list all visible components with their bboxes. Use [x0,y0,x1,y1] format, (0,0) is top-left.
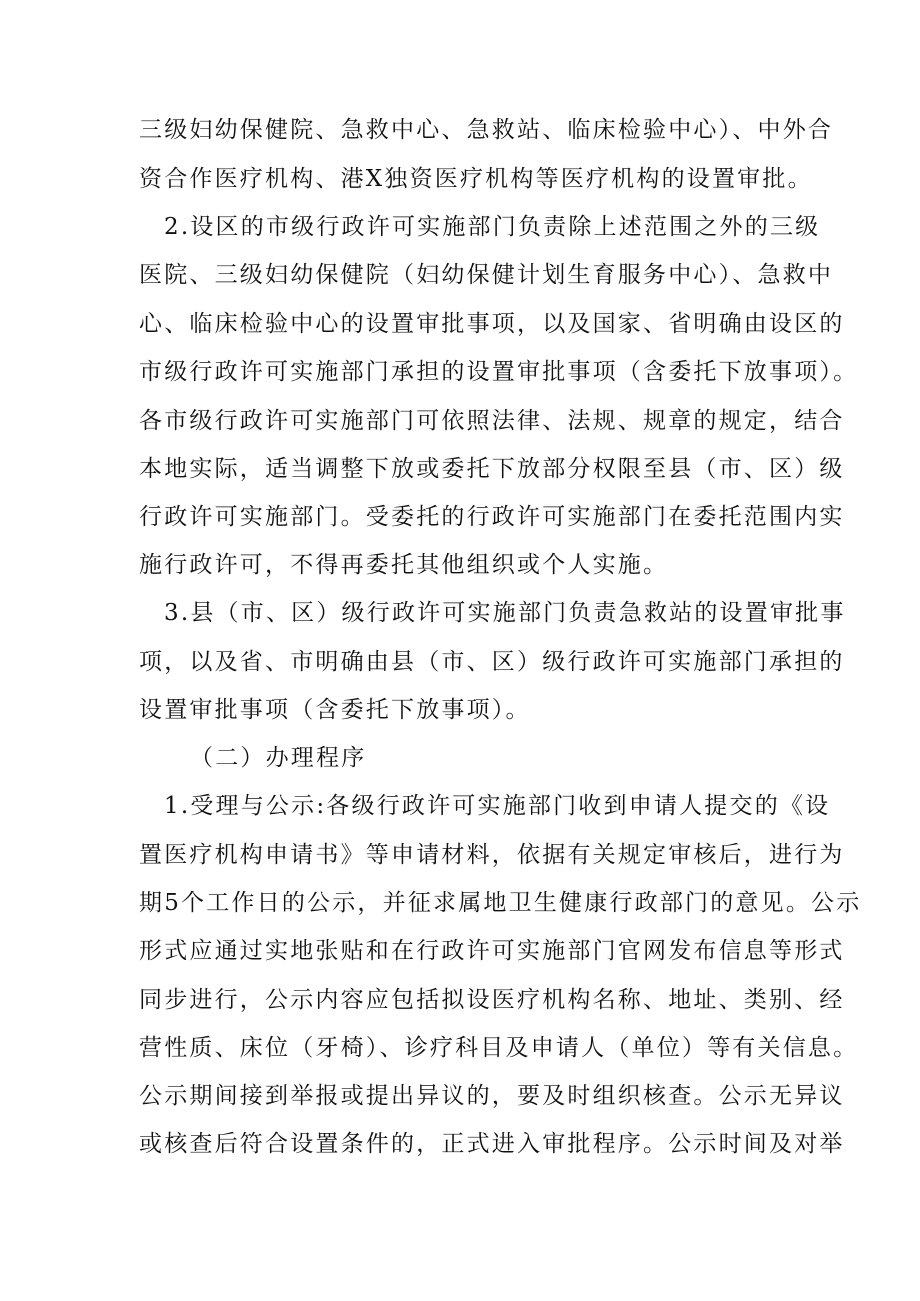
text-line: 2.设区的市级行政许可实施部门负责除上述范围之外的三级 [164,214,821,240]
text-line: 形式应通过实地张贴和在行政许可实施部门官网发布信息等形式 [139,938,845,964]
text-line: 市级行政许可实施部门承担的设置审批事项（含委托下放事项）。 [139,359,859,385]
text-line: 营性质、床位（牙椅）、诊疗科目及申请人（单位）等有关信息。 [139,1035,859,1061]
text-line: 或核查后符合设置条件的，正式进入审批程序。公示时间及对举 [139,1131,845,1157]
text-line: 同步进行，公示内容应包括拟设医疗机构名称、地址、类别、经 [139,987,845,1013]
text-line: 三级妇幼保健院、急救中心、急救站、临床检验中心）、中外合 [139,117,834,143]
text-line: 公示期间接到举报或提出异议的，要及时组织核查。公示无异议 [139,1083,845,1109]
text-line: 1.受理与公示:各级行政许可实施部门收到申请人提交的《设 [164,793,831,819]
section-heading: （二）办理程序 [190,745,367,771]
text-line: 设置审批事项（含委托下放事项）。 [139,697,531,723]
text-line: 项，以及省、市明确由县（市、区）级行政许可实施部门承担的 [139,649,845,675]
text-line: 期5个工作日的公示，并征求属地卫生健康行政部门的意见。公示 [139,890,862,916]
text-line: 医院、三级妇幼保健院（妇幼保健计划生育服务中心）、急救中 [139,262,834,288]
text-line: 3.县（市、区）级行政许可实施部门负责急救站的设置审批事 [164,600,846,626]
text-line: 心、临床检验中心的设置审批事项，以及国家、省明确由设区的 [139,311,845,337]
text-line: 本地实际，适当调整下放或委托下放部分权限至县（市、区）级 [139,456,845,482]
text-line: 置医疗机构申请书》等申请材料，依据有关规定审核后，进行为 [139,842,845,868]
text-line: 施行政许可，不得再委托其他组织或个人实施。 [139,552,669,578]
text-line: 各市级行政许可实施部门可依照法律、法规、规章的规定，结合 [139,408,845,434]
text-line: 行政许可实施部门。受委托的行政许可实施部门在委托范围内实 [139,504,845,530]
text-line: 资合作医疗机构、港X独资医疗机构等医疗机构的设置审批。 [139,166,813,192]
